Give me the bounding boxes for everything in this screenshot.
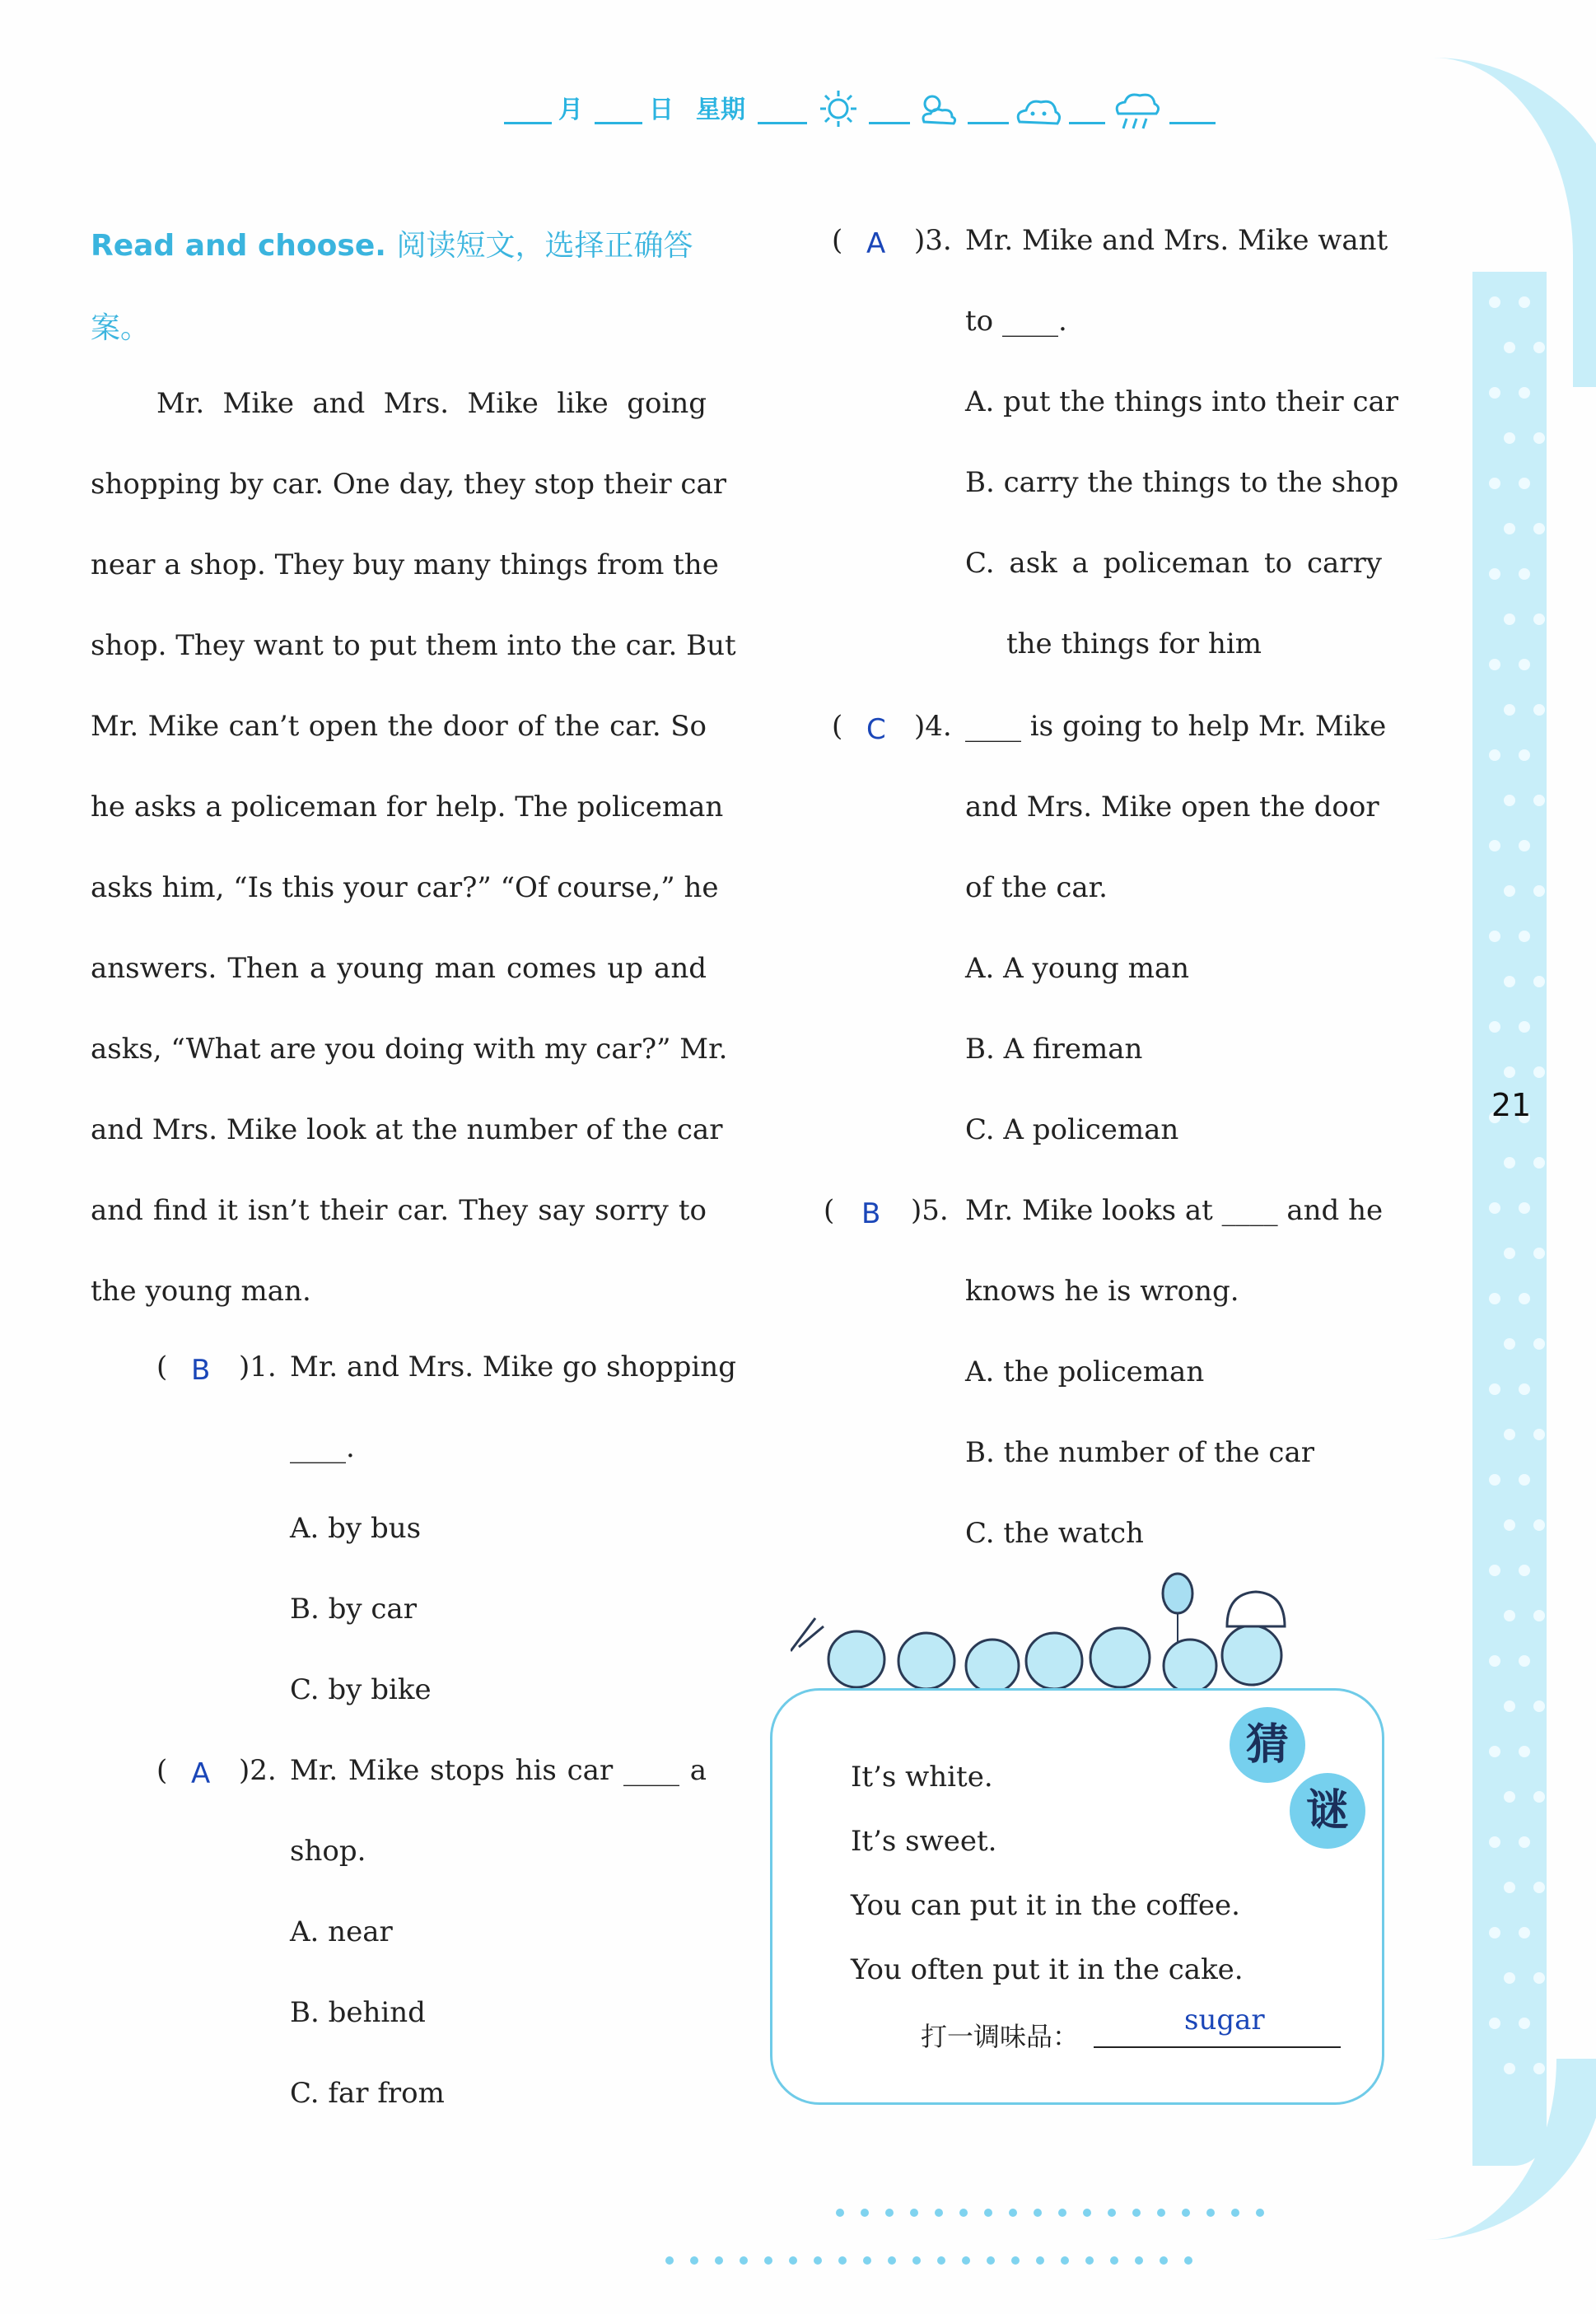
bottom-dot [1110,2256,1118,2265]
riddle-clue: It’s white. [851,1761,993,1794]
question-stem: to ____. [965,305,1067,338]
question-number: )3. [914,224,952,257]
passage-line: shop. They want to put them into the car. But [91,629,736,662]
bottom-dot [814,2256,822,2265]
border-dot [1504,795,1515,806]
answer-option[interactable]: C. ask a policeman to carry [965,547,1382,580]
answer-choice[interactable]: B [191,1354,211,1387]
bottom-dot [861,2209,869,2217]
question-stem: knows he is wrong. [965,1275,1239,1308]
border-dot [1533,1610,1545,1621]
border-dot [1519,840,1530,851]
border-dot [1504,342,1515,353]
passage-line: answers. Then a young man comes up and [91,952,707,985]
border-dot [1504,1429,1515,1440]
bottom-dot [1135,2256,1143,2265]
passage-line: the young man. [91,1275,311,1308]
border-dot [1519,478,1530,489]
border-dot [1533,885,1545,897]
border-dot [1489,387,1500,399]
border-dot [1533,704,1545,716]
question-stem: of the car. [965,871,1108,904]
border-dot [1489,659,1500,670]
answer-choice[interactable]: A [191,1757,211,1790]
passage-line: near a shop. They buy many things from the [91,548,719,581]
border-dot [1519,1927,1530,1938]
border-dot [1489,2018,1500,2029]
border-dot [1489,1927,1500,1938]
border-dot [1519,659,1530,670]
border-dot [1519,1474,1530,1486]
bottom-dot [1182,2209,1190,2217]
bottom-dot [1009,2209,1017,2217]
riddle-clue: You can put it in the coffee. [851,1889,1240,1922]
answer-option[interactable]: C. A policeman [965,1113,1179,1146]
bottom-dot [1058,2209,1066,2217]
border-dot [1504,1157,1515,1169]
riddle-badge-1: 猜 [1230,1707,1305,1783]
border-dot [1533,432,1545,444]
passage-line: shopping by car. One day, they stop their car [91,468,726,501]
day-label: 日 [649,96,674,124]
answer-option[interactable]: A. by bus [290,1512,422,1545]
section-title-cn-cont: 案。 [91,311,151,345]
border-dot [1489,1474,1500,1486]
border-dot [1519,1836,1530,1848]
border-dot [1519,1655,1530,1667]
border-dot [1533,1519,1545,1531]
bottom-dot [1036,2256,1044,2265]
border-dot [1533,1338,1545,1350]
border-dot [1504,1610,1515,1621]
border-dot [1533,1066,1545,1078]
border-dot [1519,568,1530,580]
bottom-dot [885,2209,894,2217]
answer-choice[interactable]: A [866,227,886,260]
answer-paren-open: ( [824,1194,835,1227]
month-blank[interactable] [504,122,552,124]
border-dot [1504,976,1515,987]
border-dot [1489,1021,1500,1033]
border-dot [1489,931,1500,942]
border-dot [1504,1066,1515,1078]
answer-paren-open: ( [156,1351,168,1383]
border-dot [1533,613,1545,625]
border-dot [1519,1293,1530,1304]
border-dot [1533,342,1545,353]
riddle-box [770,1688,1384,2105]
border-dot [1519,931,1530,942]
answer-option[interactable]: C. the watch [965,1517,1144,1550]
answer-paren-open: ( [832,224,843,257]
bottom-dot [910,2209,918,2217]
bottom-dot [937,2256,945,2265]
border-dot [1519,1383,1530,1395]
border-dot [1519,1021,1530,1033]
passage-line: Mr. Mike can’t open the door of the car. So [91,710,707,743]
question-stem: and Mrs. Mike open the door [965,791,1379,823]
border-dot [1533,523,1545,534]
border-dot [1489,1836,1500,1848]
question-stem: Mr. Mike and Mrs. Mike want [965,224,1388,257]
border-dot [1533,795,1545,806]
border-dot [1489,478,1500,489]
border-dot [1504,1701,1515,1712]
bottom-dot [987,2256,995,2265]
border-dot [1489,840,1500,851]
border-dot [1504,1248,1515,1259]
bottom-dot [1157,2209,1165,2217]
border-dot [1533,1791,1545,1803]
riddle-answer-blank[interactable] [1094,2046,1341,2048]
month-label: 月 [558,96,583,124]
bottom-dot [1206,2209,1215,2217]
bottom-dot [935,2209,943,2217]
rainy-icon[interactable] [1110,89,1163,132]
passage-line: and find it isn’t their car. They say sorry to [91,1194,707,1227]
weekday-label: 星期 [696,96,745,124]
border-dot [1489,1383,1500,1395]
bottom-dot [863,2256,871,2265]
bottom-dot [1061,2256,1069,2265]
border-dot [1504,1972,1515,1984]
border-dot [1504,885,1515,897]
cloudy-icon[interactable] [1011,89,1064,128]
border-dot [1533,2063,1545,2074]
border-dot [1533,1429,1545,1440]
border-dot [1489,1293,1500,1304]
sunny-icon[interactable] [814,89,863,128]
border-dot [1533,976,1545,987]
answer-paren-open: ( [156,1754,168,1787]
border-dot [1504,1882,1515,1893]
page-number: 21 [1491,1087,1532,1123]
bottom-dot [789,2256,797,2265]
bottom-dot [764,2256,772,2265]
border-dot [1504,1338,1515,1350]
section-title-cn: 阅读短文，选择正确答 [396,229,693,263]
answer-option[interactable]: A. the policeman [965,1355,1205,1388]
bottom-dot [1085,2256,1094,2265]
bottom-dot [984,2209,992,2217]
border-dot [1504,432,1515,444]
border-dot [1519,2018,1530,2029]
border-dot [1489,296,1500,308]
answer-option[interactable]: A. near [290,1915,393,1948]
answer-option[interactable]: A. A young man [965,952,1189,985]
bottom-dot [1256,2209,1264,2217]
bottom-dot [1011,2256,1020,2265]
border-dot [1504,2063,1515,2074]
question-stem: Mr. Mike stops his car ____ a [290,1754,707,1787]
answer-option[interactable]: C. far from [290,2077,445,2110]
passage-line: asks, “What are you doing with my car?” Mr. [91,1033,728,1066]
riddle-prompt: 打一调味品： [921,2021,1080,2052]
border-dot [1533,1701,1545,1712]
answer-option[interactable]: B. carry the things to the shop [965,466,1399,499]
border-dot [1489,1565,1500,1576]
bottom-dot [1034,2209,1042,2217]
border-dot [1519,1565,1530,1576]
option-continuation[interactable]: the things for him [1006,627,1262,660]
border-dot [1533,1157,1545,1169]
border-dot [1504,704,1515,716]
bottom-dot [1184,2256,1192,2265]
answer-option[interactable]: B. the number of the car [965,1436,1314,1469]
bottom-dot [1160,2256,1168,2265]
riddle-answer: sugar [1184,2004,1265,2036]
riddle-clue: It’s sweet. [851,1825,997,1858]
answer-choice[interactable]: B [861,1197,881,1230]
weather-blank-1[interactable] [869,122,910,124]
bottom-dot [715,2256,723,2265]
weather-blank-2[interactable] [968,122,1009,124]
weather-blank-4[interactable] [1169,122,1216,124]
question-number: )1. [239,1351,277,1383]
answer-option[interactable]: B. behind [290,1996,426,2029]
border-dot [1533,1882,1545,1893]
answer-choice[interactable]: C [866,713,886,746]
passage-line: he asks a policeman for help. The policeman [91,791,724,823]
weekday-blank[interactable] [758,122,807,124]
passage-line: asks him, “Is this your car?” “Of course,” he [91,871,719,904]
bottom-dot [665,2256,674,2265]
bottom-dot [962,2256,970,2265]
weather-blank-3[interactable] [1069,122,1105,124]
day-blank[interactable] [595,122,642,124]
bottom-dot [836,2209,844,2217]
question-stem: shop. [290,1835,366,1868]
border-dot [1519,1746,1530,1757]
riddle-badge-2: 谜 [1290,1773,1365,1849]
bottom-dot [1231,2209,1239,2217]
answer-option[interactable]: C. by bike [290,1673,432,1706]
children-illustration [791,1569,1326,1701]
border-dot [1519,1202,1530,1214]
passage-line: Mr. Mike and Mrs. Mike like going [156,387,707,420]
bottom-dot [888,2256,896,2265]
border-dot [1489,1746,1500,1757]
bottom-dot [1132,2209,1141,2217]
border-dot [1489,1202,1500,1214]
partly-cloudy-icon[interactable] [912,89,962,128]
border-dot [1489,749,1500,761]
bottom-dot [740,2256,748,2265]
border-dot [1489,1655,1500,1667]
section-title [91,222,693,264]
border-dot [1533,1248,1545,1259]
question-stem: Mr. and Mrs. Mike go shopping [290,1351,736,1383]
border-dot [1519,296,1530,308]
question-number: )5. [911,1194,949,1227]
question-number: )2. [239,1754,277,1787]
question-stem: ____ is going to help Mr. Mike [965,710,1387,743]
bottom-dot [1108,2209,1116,2217]
border-dot [1504,613,1515,625]
answer-option[interactable]: B. A fireman [965,1033,1143,1066]
question-stem: Mr. Mike looks at ____ and he [965,1194,1384,1227]
border-dot [1533,1972,1545,1984]
answer-option[interactable]: B. by car [290,1593,417,1626]
bottom-dot [1083,2209,1091,2217]
border-dot [1504,1519,1515,1531]
date-header [494,89,1252,147]
bottom-dot [912,2256,921,2265]
passage-line: and Mrs. Mike look at the number of the car [91,1113,723,1146]
question-stem: ____. [290,1431,355,1464]
answer-option[interactable]: A. put the things into their car [965,385,1399,418]
border-dot [1504,1791,1515,1803]
riddle-clue: You often put it in the cake. [851,1953,1244,1986]
border-dot [1504,523,1515,534]
bottom-dot [690,2256,698,2265]
section-title-en: Read and choose. [91,229,386,263]
answer-paren-open: ( [832,710,843,743]
border-dot [1519,749,1530,761]
border-dot [1519,387,1530,399]
bottom-dot [838,2256,847,2265]
question-number: )4. [914,710,952,743]
bottom-dot [959,2209,968,2217]
border-dot [1489,568,1500,580]
